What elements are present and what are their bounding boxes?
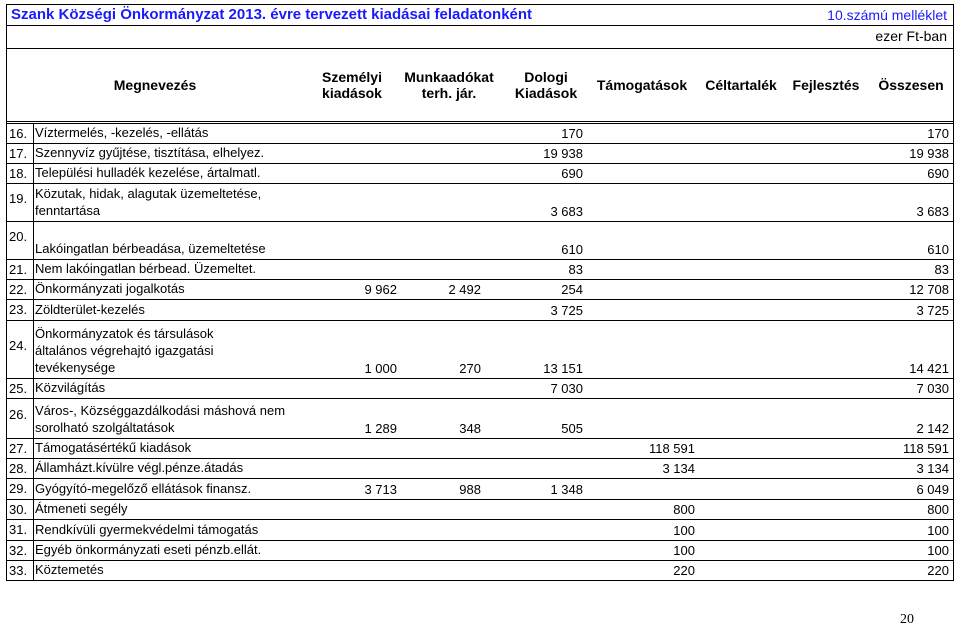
table-row	[7, 378, 953, 398]
cell-szemelyi: 1 289	[364, 421, 397, 436]
row-label: Önkormányzatok és társulások általános végrehajtó igazgatási tevékenysége	[35, 326, 214, 375]
cell-szemelyi: 9 962	[364, 282, 397, 297]
cell-tamogatasok: 220	[673, 563, 695, 578]
row-label: Önkormányzati jogalkotás	[35, 281, 185, 296]
page-title: Szank Községi Önkormányzat 2013. évre tervezett kiadásai feladatonként	[11, 6, 533, 23]
cell-dologi: 83	[568, 262, 583, 277]
cell-osszesen: 100	[927, 523, 949, 538]
annex-label: 10.számú melléklet	[827, 7, 947, 23]
row-number: 27.	[9, 441, 28, 456]
row-label: Közutak, hidak, alagutak üzemeltetése, fenntartása	[35, 186, 262, 218]
row-label: Gyógyító-megelőző ellátások finansz.	[35, 481, 252, 496]
table-row	[7, 478, 953, 499]
table-row	[7, 124, 953, 143]
cell-osszesen: 12 708	[909, 282, 949, 297]
row-label: Közvilágítás	[35, 380, 106, 395]
table-body	[7, 124, 953, 580]
row-divider	[33, 479, 34, 499]
cell-munkaado: 348	[459, 421, 481, 436]
cell-tamogatasok: 100	[673, 543, 695, 558]
row-divider	[33, 184, 34, 221]
cell-dologi: 505	[561, 421, 583, 436]
cell-szemelyi: 1 000	[364, 361, 397, 376]
cell-osszesen: 7 030	[916, 381, 949, 396]
cell-dologi: 610	[561, 242, 583, 257]
table-row	[7, 259, 953, 279]
cell-dologi: 3 725	[550, 303, 583, 318]
header-celtartalek: Céltartalék	[705, 77, 777, 93]
table-row	[7, 143, 953, 163]
row-divider	[33, 399, 34, 438]
table-row	[7, 221, 953, 259]
row-label: Köztemetés	[35, 562, 104, 577]
row-label: Államházt.kívülre végl.pénze.átadás	[35, 460, 244, 475]
row-number: 22.	[9, 282, 28, 297]
row-divider	[33, 379, 34, 398]
row-label: Nem lakóingatlan bérbead. Üzemeltet.	[35, 261, 257, 276]
cell-dologi: 19 938	[543, 146, 583, 161]
row-divider	[33, 222, 34, 259]
row-divider	[33, 260, 34, 279]
row-divider	[33, 541, 34, 560]
row-number: 23.	[9, 302, 28, 317]
cell-tamogatasok: 100	[673, 523, 695, 538]
page-number: 20	[900, 612, 914, 627]
row-label: Víztermelés, -kezelés, -ellátás	[35, 125, 209, 140]
cell-munkaado: 270	[459, 361, 481, 376]
cell-munkaado: 988	[459, 482, 481, 497]
row-number: 32.	[9, 543, 28, 558]
row-number: 19.	[9, 191, 28, 206]
expenditure-sheet	[6, 4, 954, 581]
cell-osszesen: 100	[927, 543, 949, 558]
row-divider	[33, 500, 34, 519]
row-label: Támogatásértékű kiadások	[35, 440, 192, 455]
cell-osszesen: 690	[927, 166, 949, 181]
row-number: 16.	[9, 126, 28, 141]
cell-tamogatasok: 3 134	[662, 461, 695, 476]
row-label: Lakóingatlan bérbeadása, üzemeltetése	[35, 241, 266, 256]
table-row	[7, 458, 953, 478]
unit-label: ezer Ft-ban	[875, 28, 947, 44]
row-divider	[33, 144, 34, 163]
header-name: Megnevezés	[113, 77, 197, 93]
row-number: 26.	[9, 407, 28, 422]
cell-osszesen: 83	[934, 262, 949, 277]
row-divider	[33, 561, 34, 580]
row-number: 25.	[9, 381, 28, 396]
row-number: 18.	[9, 166, 28, 181]
cell-tamogatasok: 118 591	[648, 441, 695, 456]
cell-dologi: 1 348	[550, 482, 583, 497]
table-row	[7, 560, 953, 580]
table-row	[7, 183, 953, 221]
cell-osszesen: 19 938	[909, 146, 949, 161]
cell-munkaado: 2 492	[448, 282, 481, 297]
cell-osszesen: 6 049	[916, 482, 949, 497]
header-tamogatasok: Támogatások	[596, 77, 688, 93]
row-divider	[33, 280, 34, 299]
row-number: 21.	[9, 262, 28, 277]
cell-osszesen: 3 134	[916, 461, 949, 476]
cell-osszesen: 800	[927, 502, 949, 517]
table-row	[7, 320, 953, 378]
header-szemelyi: Személyi kiadások	[322, 69, 382, 101]
cell-dologi: 3 683	[550, 204, 583, 219]
cell-szemelyi: 3 713	[364, 482, 397, 497]
unit-bar	[7, 25, 953, 48]
title-bar	[7, 5, 953, 25]
cell-dologi: 690	[561, 166, 583, 181]
cell-tamogatasok: 800	[673, 502, 695, 517]
row-label: Átmeneti segély	[35, 501, 128, 516]
table-row	[7, 540, 953, 560]
cell-osszesen: 220	[927, 563, 949, 578]
row-divider	[33, 124, 34, 143]
header-osszesen: Összesen	[878, 77, 944, 93]
row-number: 17.	[9, 146, 28, 161]
row-number: 29.	[9, 481, 28, 496]
cell-osszesen: 3 683	[916, 204, 949, 219]
table-header	[7, 48, 953, 124]
header-fejlesztes: Fejlesztés	[792, 77, 860, 93]
table-row	[7, 438, 953, 458]
table-row	[7, 519, 953, 540]
row-number: 31.	[9, 522, 28, 537]
row-divider	[33, 164, 34, 183]
cell-osszesen: 3 725	[916, 303, 949, 318]
header-dologi: Dologi Kiadások	[514, 69, 578, 101]
table-row	[7, 163, 953, 183]
row-divider	[33, 520, 34, 540]
table-row	[7, 398, 953, 438]
cell-dologi: 170	[561, 126, 583, 141]
row-number: 28.	[9, 461, 28, 476]
cell-osszesen: 170	[927, 126, 949, 141]
header-munkaado: Munkaadókat terh. jár.	[404, 69, 494, 101]
row-divider	[33, 439, 34, 458]
table-row	[7, 299, 953, 320]
table-row	[7, 499, 953, 519]
cell-osszesen: 2 142	[916, 421, 949, 436]
cell-osszesen: 118 591	[902, 441, 949, 456]
row-label: Zöldterület-kezelés	[35, 302, 145, 317]
row-label: Város-, Községgazdálkodási máshová nem sorolható szolgáltatások	[35, 403, 286, 435]
cell-dologi: 254	[561, 282, 583, 297]
table-row	[7, 279, 953, 299]
cell-osszesen: 14 421	[909, 361, 949, 376]
row-label: Egyéb önkormányzati eseti pénzb.ellát.	[35, 542, 262, 557]
row-number: 20.	[9, 229, 28, 244]
cell-dologi: 7 030	[550, 381, 583, 396]
row-number: 30.	[9, 502, 28, 517]
row-number: 33.	[9, 563, 28, 578]
cell-dologi: 13 151	[543, 361, 583, 376]
row-divider	[33, 321, 34, 378]
row-label: Települési hulladék kezelése, ártalmatl.	[35, 165, 261, 180]
row-divider	[33, 459, 34, 478]
row-label: Szennyvíz gyűjtése, tisztítása, elhelyez.	[35, 145, 265, 160]
row-divider	[33, 300, 34, 320]
cell-osszesen: 610	[927, 242, 949, 257]
row-label: Rendkívüli gyermekvédelmi támogatás	[35, 522, 259, 537]
row-number: 24.	[9, 338, 28, 353]
